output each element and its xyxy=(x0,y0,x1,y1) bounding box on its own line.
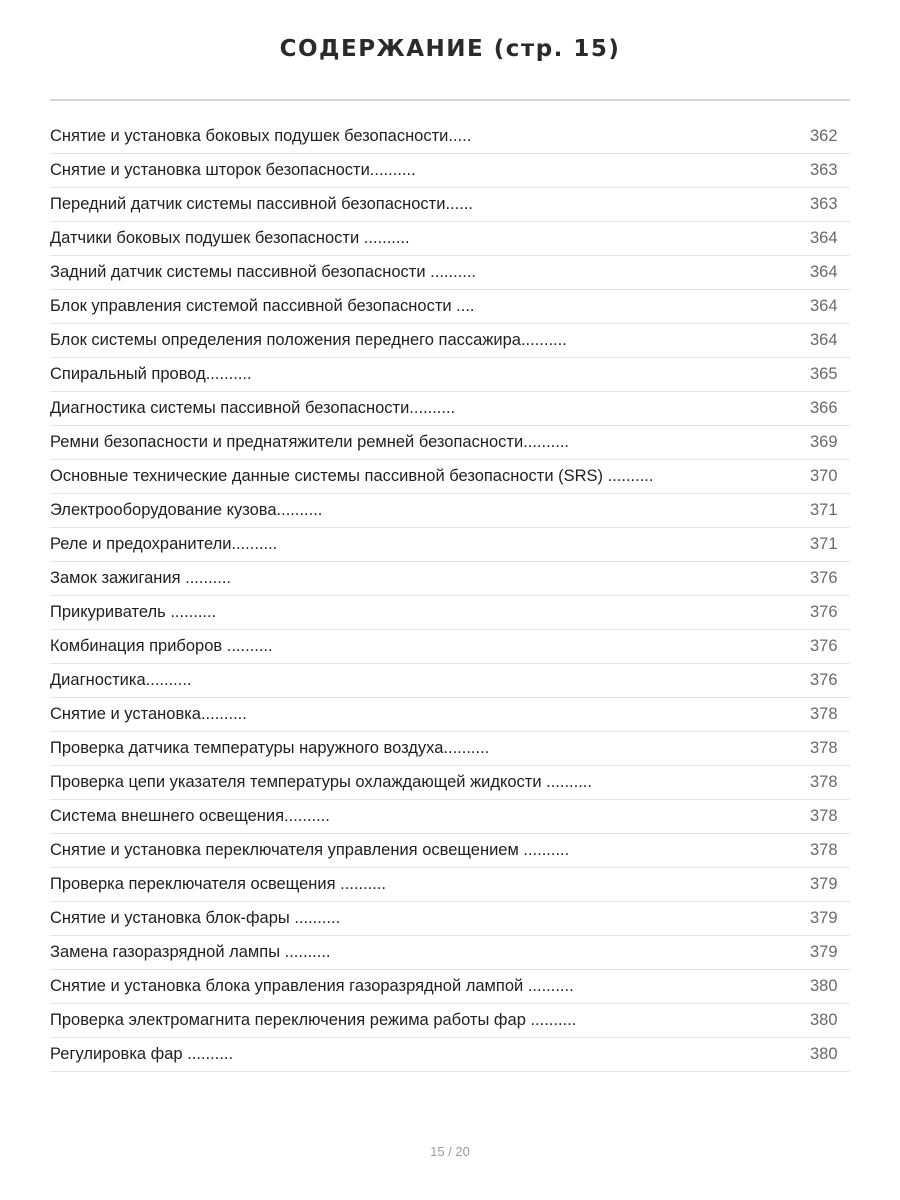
toc-entry-title: Регулировка фар .......... xyxy=(50,1045,234,1063)
toc-entry-title: Диагностика.......... xyxy=(50,671,192,689)
toc-entry-page: 378 xyxy=(810,739,838,757)
toc-entry[interactable] xyxy=(50,970,850,1004)
toc-entry-page: 371 xyxy=(810,501,838,519)
toc-entry[interactable] xyxy=(50,766,850,800)
toc-entry-title: Основные технические данные системы пассивной безопасности (SRS) .......... xyxy=(50,467,654,485)
title-divider xyxy=(50,99,850,101)
toc-entry-page: 371 xyxy=(810,535,838,553)
toc-entry[interactable] xyxy=(50,392,850,426)
toc-entry-title: Проверка цепи указателя температуры охлаждающей жидкости .......... xyxy=(50,773,592,791)
toc-entry-title: Датчики боковых подушек безопасности .......... xyxy=(50,229,410,247)
toc-entry[interactable] xyxy=(50,936,850,970)
toc-entry-title: Передний датчик системы пассивной безопасности...... xyxy=(50,195,473,213)
toc-entry-page: 363 xyxy=(810,195,838,213)
toc-entry-page: 380 xyxy=(810,1011,838,1029)
toc-entry-page: 378 xyxy=(810,705,838,723)
toc-entry-title: Диагностика системы пассивной безопасности.......... xyxy=(50,399,456,417)
toc-entry[interactable] xyxy=(50,732,850,766)
toc-entry-page: 379 xyxy=(810,943,838,961)
toc-entry-title: Проверка датчика температуры наружного воздуха.......... xyxy=(50,739,490,757)
toc-entry-page: 376 xyxy=(810,569,838,587)
toc-entry-page: 366 xyxy=(810,399,838,417)
toc-entry[interactable] xyxy=(50,256,850,290)
toc-entry[interactable] xyxy=(50,562,850,596)
toc-entry[interactable] xyxy=(50,902,850,936)
toc-entry-title: Проверка переключателя освещения .......... xyxy=(50,875,386,893)
toc-entry-page: 379 xyxy=(810,875,838,893)
toc-entry[interactable] xyxy=(50,154,850,188)
toc-entry[interactable] xyxy=(50,120,850,154)
toc-entry-page: 362 xyxy=(810,127,838,145)
toc-entry-page: 376 xyxy=(810,671,838,689)
toc-entry-page: 364 xyxy=(810,263,838,281)
toc-entry-page: 370 xyxy=(810,467,838,485)
toc-entry-title: Блок системы определения положения переднего пассажира.......... xyxy=(50,331,567,349)
toc-entry[interactable] xyxy=(50,834,850,868)
toc-entry[interactable] xyxy=(50,358,850,392)
toc-entry-title: Замок зажигания .......... xyxy=(50,569,231,587)
page-title: СОДЕРЖАНИЕ (стр. 15) xyxy=(279,36,621,62)
toc-entry-title: Прикуриватель .......... xyxy=(50,603,217,621)
toc-entry-title: Снятие и установка переключателя управления освещением .......... xyxy=(50,841,570,859)
toc-entry[interactable] xyxy=(50,596,850,630)
toc-entry-page: 363 xyxy=(810,161,838,179)
toc-entry[interactable] xyxy=(50,1004,850,1038)
toc-entry-page: 380 xyxy=(810,1045,838,1063)
toc-entry[interactable] xyxy=(50,222,850,256)
toc-entry-page: 379 xyxy=(810,909,838,927)
toc-entry-title: Снятие и установка блока управления газоразрядной лампой .......... xyxy=(50,977,574,995)
toc-entry-page: 376 xyxy=(810,637,838,655)
toc-entry-page: 364 xyxy=(810,229,838,247)
toc-entry-title: Комбинация приборов .......... xyxy=(50,637,273,655)
toc-entry[interactable] xyxy=(50,188,850,222)
toc-entry[interactable] xyxy=(50,426,850,460)
toc-entry-page: 378 xyxy=(810,807,838,825)
toc-entry-page: 369 xyxy=(810,433,838,451)
toc-entry-title: Ремни безопасности и преднатяжители ремней безопасности.......... xyxy=(50,433,570,451)
toc-entry-title: Электрооборудование кузова.......... xyxy=(50,501,323,519)
toc-entry-page: 378 xyxy=(810,841,838,859)
toc-entry-title: Спиральный провод.......... xyxy=(50,365,252,383)
toc-entry-page: 376 xyxy=(810,603,838,621)
toc-entry[interactable] xyxy=(50,290,850,324)
toc-entry-page: 378 xyxy=(810,773,838,791)
toc-entry-page: 380 xyxy=(810,977,838,995)
toc-entry[interactable] xyxy=(50,528,850,562)
toc-entry[interactable] xyxy=(50,698,850,732)
toc-entry-title: Снятие и установка блок-фары .......... xyxy=(50,909,341,927)
toc-entry-title: Замена газоразрядной лампы .......... xyxy=(50,943,331,961)
toc-entry-page: 364 xyxy=(810,331,838,349)
toc-entry[interactable] xyxy=(50,324,850,358)
toc-entry-title: Снятие и установка шторок безопасности.......... xyxy=(50,161,416,179)
toc-entry[interactable] xyxy=(50,800,850,834)
page-indicator: 15 / 20 xyxy=(430,1144,470,1159)
toc-entry-title: Снятие и установка боковых подушек безопасности..... xyxy=(50,127,472,145)
toc-entry-title: Снятие и установка.......... xyxy=(50,705,247,723)
toc-entry[interactable] xyxy=(50,630,850,664)
toc-entry-title: Проверка электромагнита переключения режима работы фар .......... xyxy=(50,1011,577,1029)
toc-entry[interactable] xyxy=(50,664,850,698)
toc-entry[interactable] xyxy=(50,868,850,902)
toc-entry[interactable] xyxy=(50,1038,850,1072)
toc-entry-title: Блок управления системой пассивной безопасности .... xyxy=(50,297,475,315)
toc-entry-title: Система внешнего освещения.......... xyxy=(50,807,330,825)
toc-entry[interactable] xyxy=(50,494,850,528)
toc-entry-page: 364 xyxy=(810,297,838,315)
toc-entry-title: Задний датчик системы пассивной безопасности .......... xyxy=(50,263,476,281)
toc-list xyxy=(50,120,850,1072)
toc-entry[interactable] xyxy=(50,460,850,494)
toc-entry-page: 365 xyxy=(810,365,838,383)
toc-entry-title: Реле и предохранители.......... xyxy=(50,535,278,553)
